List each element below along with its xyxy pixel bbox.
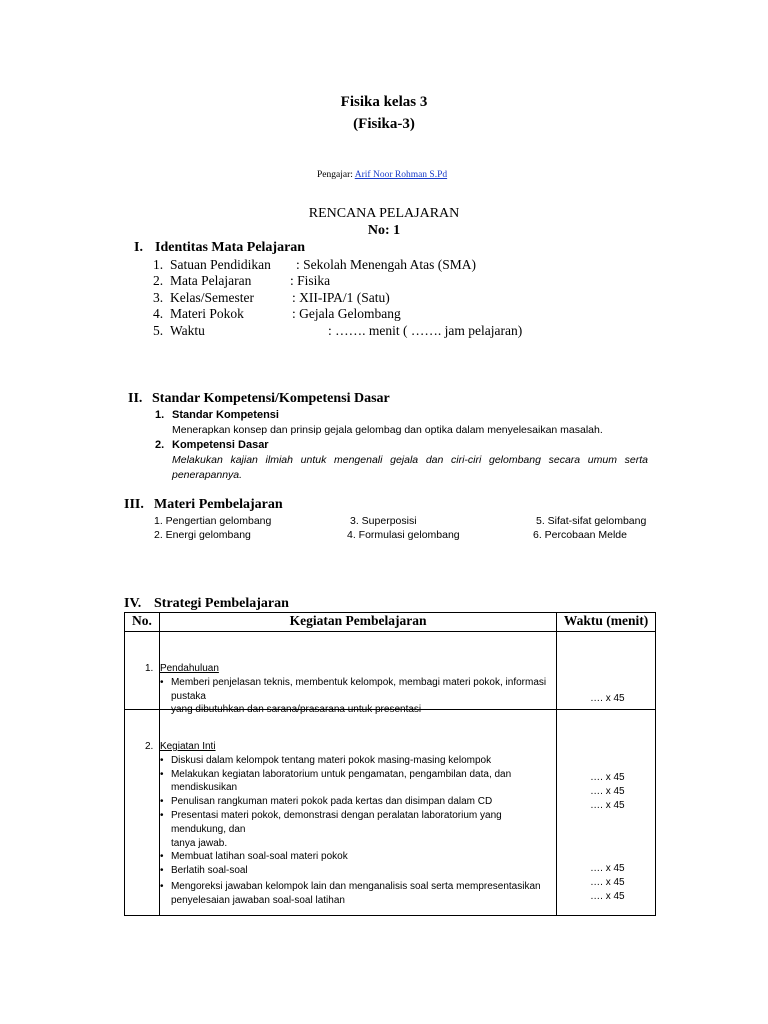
ident-item-label: Materi Pokok	[170, 306, 244, 321]
list-item-continuation: tanya jawab.	[170, 837, 228, 849]
ident-item-num: 5.	[153, 323, 164, 338]
row-number-cell	[125, 710, 160, 916]
ident-item-label: Waktu	[170, 323, 205, 338]
section2-heading: Standar Kompetensi/Kompetensi Dasar	[152, 391, 390, 406]
materi-item: 4. Formulasi gelombang	[347, 529, 460, 541]
materi-item: 2. Energi gelombang	[154, 529, 251, 541]
list-item-continuation: yang dibutuhkan dan sarana/prasarana untuk presentasi	[170, 704, 422, 716]
activity-title: Pendahuluan	[159, 663, 219, 674]
time-value: …. x 45	[590, 786, 625, 797]
time-value: …. x 45	[590, 891, 625, 902]
plan-number: No: 1	[367, 223, 401, 238]
sk-title: Standar Kompetensi	[172, 409, 279, 421]
ident-item-label: Kelas/Semester	[170, 290, 254, 305]
materi-item: 1. Pengertian gelombang	[154, 515, 272, 527]
section1-heading: Identitas Mata Pelajaran	[155, 240, 306, 255]
ident-item-label: Mata Pelajaran	[170, 273, 252, 288]
ident-item-value: : Gejala Gelombang	[292, 306, 401, 321]
plan-title: RENCANA PELAJARAN	[308, 206, 460, 221]
teacher-line	[317, 170, 447, 180]
list-item: • Mengoreksi jawaban kelompok lain dan menganalisis soal serta mempresentasikan	[160, 880, 556, 894]
ident-item-value: : ……. menit ( ……. jam pelajaran)	[328, 323, 523, 338]
ident-item-value: : XII-IPA/1 (Satu)	[292, 290, 390, 305]
time-value: …. x 45	[590, 863, 625, 874]
list-item: • Melakukan kegiatan laboratorium untuk pengamatan, pengambilan data, dan mendiskusikan	[160, 768, 556, 796]
table-row	[125, 710, 656, 916]
strategy-table	[124, 612, 656, 916]
header-kegiatan: Kegiatan Pembelajaran	[159, 613, 556, 632]
table-header-row	[125, 613, 656, 632]
section4-number: IV.	[124, 596, 142, 611]
time-cell	[557, 632, 656, 710]
list-item-continuation: penyelesaian jawaban soal-soal latihan	[170, 894, 345, 906]
materi-item: 3. Superposisi	[350, 515, 417, 527]
activity-title: Kegiatan Inti	[159, 741, 216, 752]
ident-item-num: 2.	[153, 273, 164, 288]
header-waktu: Waktu (menit)	[557, 613, 656, 632]
list-item: • Memberi penjelasan teknis, membentuk kelompok, membagi materi pokok, informasi pustaka	[160, 676, 556, 704]
list-item: • Presentasi materi pokok, demonstrasi dengan peralatan laboratorium yang mendukung, dan	[160, 809, 556, 837]
time-value: …. x 45	[590, 693, 625, 704]
teacher-label: Pengajar:	[317, 170, 353, 180]
list-item: • Berlatih soal-soal	[160, 864, 556, 878]
materi-item: 5. Sifat-sifat gelombang	[536, 515, 647, 527]
page-title: Fisika kelas 3	[340, 94, 428, 110]
teacher-name-link[interactable]: Arif Noor Rohman S.Pd	[354, 170, 448, 180]
list-item: • Membuat latihan soal-soal materi pokok	[160, 850, 556, 864]
row-number: 2.	[145, 741, 154, 752]
ident-item-num: 3.	[153, 290, 164, 305]
section1-number: I.	[134, 240, 143, 255]
ident-item-value: : Fisika	[290, 273, 331, 288]
kd-number: 2.	[155, 439, 165, 451]
page-subtitle: (Fisika-3)	[353, 116, 415, 132]
ident-item-value: : Sekolah Menengah Atas (SMA)	[296, 257, 476, 272]
time-value: …. x 45	[590, 800, 625, 811]
table-row	[125, 632, 656, 710]
kd-text-line1: Melakukan kajian ilmiah untuk mengenali gejala dan ciri-ciri gelombang secara umum serta	[172, 454, 648, 466]
kd-title: Kompetensi Dasar	[172, 439, 269, 451]
section3-number: III.	[124, 497, 144, 512]
section3-heading: Materi Pembelajaran	[154, 497, 283, 512]
row-number: 1.	[145, 663, 154, 674]
ident-item-num: 1.	[153, 257, 164, 272]
activity-cell	[159, 632, 556, 716]
section4-heading: Strategi Pembelajaran	[154, 596, 289, 611]
sk-number: 1.	[155, 409, 165, 421]
kd-text-line2: penerapannya.	[172, 469, 243, 481]
materi-item: 6. Percobaan Melde	[533, 529, 627, 541]
list-item: • Penulisan rangkuman materi pokok pada kertas dan disimpan dalam CD	[160, 795, 556, 809]
header-no: No.	[125, 613, 160, 632]
time-value: …. x 45	[590, 772, 625, 783]
activity-cell	[159, 710, 556, 916]
sk-text: Menerapkan konsep dan prinsip gejala gelombag dan optika dalam menyelesaikan masalah.	[172, 424, 603, 436]
time-value: …. x 45	[590, 877, 625, 888]
ident-item-label: Satuan Pendidikan	[170, 257, 271, 272]
ident-item-num: 4.	[153, 306, 164, 321]
list-item: • Diskusi dalam kelompok tentang materi pokok masing-masing kelompok	[160, 754, 556, 768]
row-number-cell	[125, 632, 160, 710]
section2-number: II.	[128, 391, 143, 406]
time-cell	[557, 710, 656, 916]
